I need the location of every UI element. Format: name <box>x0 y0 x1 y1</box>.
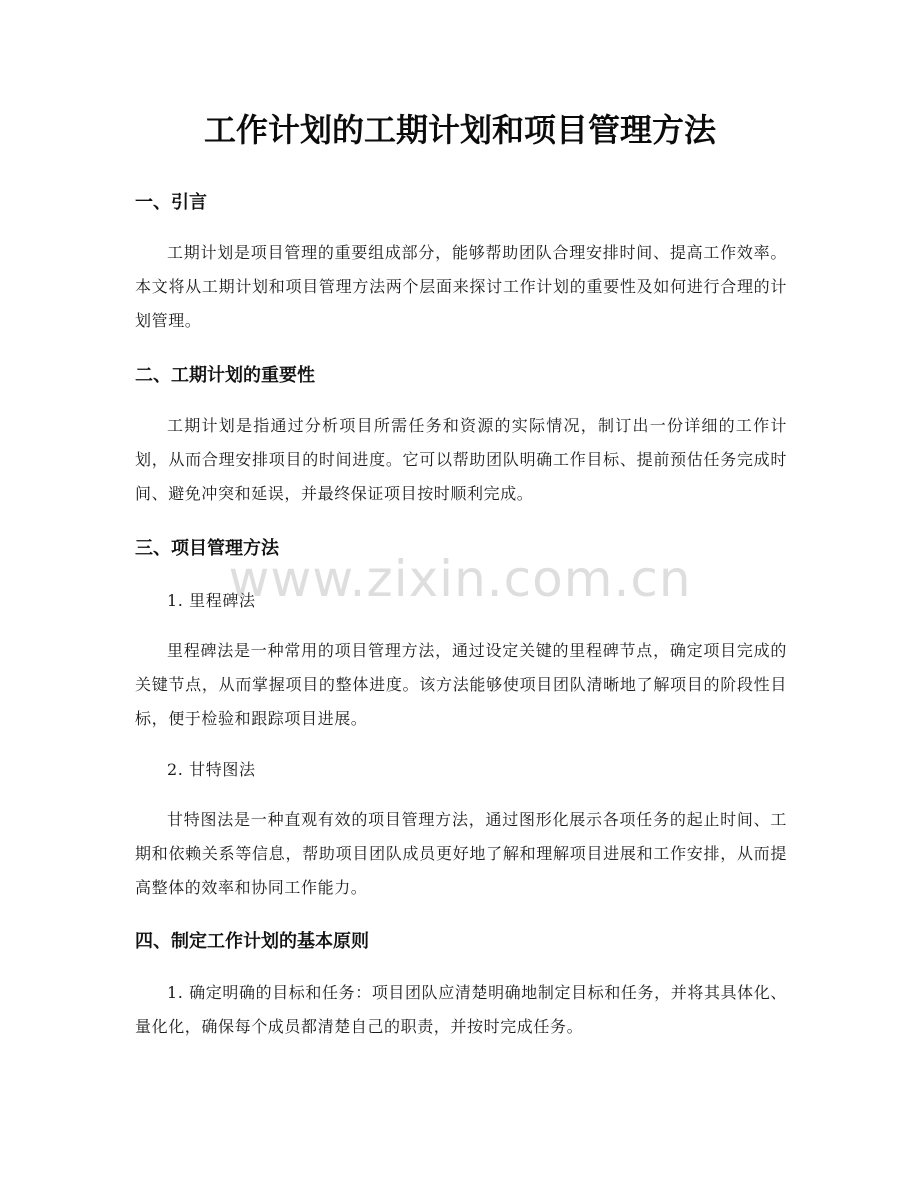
paragraph-principle-1: 1. 确定明确的目标和任务：项目团队应清楚明确地制定目标和任务，并将其具体化、量化化，确保每个成员都清楚自己的职责，并按时完成任务。 <box>135 983 787 1036</box>
section-heading-principles: 四、制定工作计划的基本原则 <box>135 931 369 952</box>
paragraph-milestone: 里程碑法是一种常用的项目管理方法，通过设定关键的里程碑节点，确定项目完成的关键节点，从而掌握项目的整体进度。该方法能够使项目团队清晰地了解项目的阶段性目标，便于检验和跟踪项目进展。 <box>135 641 787 728</box>
watermark: www.zixin.com.cn <box>228 550 692 608</box>
section-heading-intro: 一、引言 <box>135 192 207 213</box>
paragraph-gantt: 甘特图法是一种直观有效的项目管理方法，通过图形化展示各项任务的起止时间、工期和依赖关系等信息，帮助项目团队成员更好地了解和理解项目进展和工作安排，从而提高整体的效率和协同工作能力。 <box>135 810 787 897</box>
paragraph-importance: 工期计划是指通过分析项目所需任务和资源的实际情况，制订出一份详细的工作计划，从而合理安排项目的时间进度。它可以帮助团队明确工作目标、提前预估任务完成时间、避免冲突和延误，并最终保证项目按时顺利完成。 <box>135 416 787 503</box>
page-title: 工作计划的工期计划和项目管理方法 <box>203 111 716 149</box>
section-heading-methods: 三、项目管理方法 <box>135 538 279 559</box>
subsection-label-gantt: 2. 甘特图法 <box>167 760 256 779</box>
section-heading-importance: 二、工期计划的重要性 <box>135 365 315 386</box>
subsection-label-milestone: 1. 里程碑法 <box>167 591 256 610</box>
paragraph-intro: 工期计划是项目管理的重要组成部分，能够帮助团队合理安排时间、提高工作效率。本文将从工期计划和项目管理方法两个层面来探讨工作计划的重要性及如何进行合理的计划管理。 <box>135 243 787 330</box>
